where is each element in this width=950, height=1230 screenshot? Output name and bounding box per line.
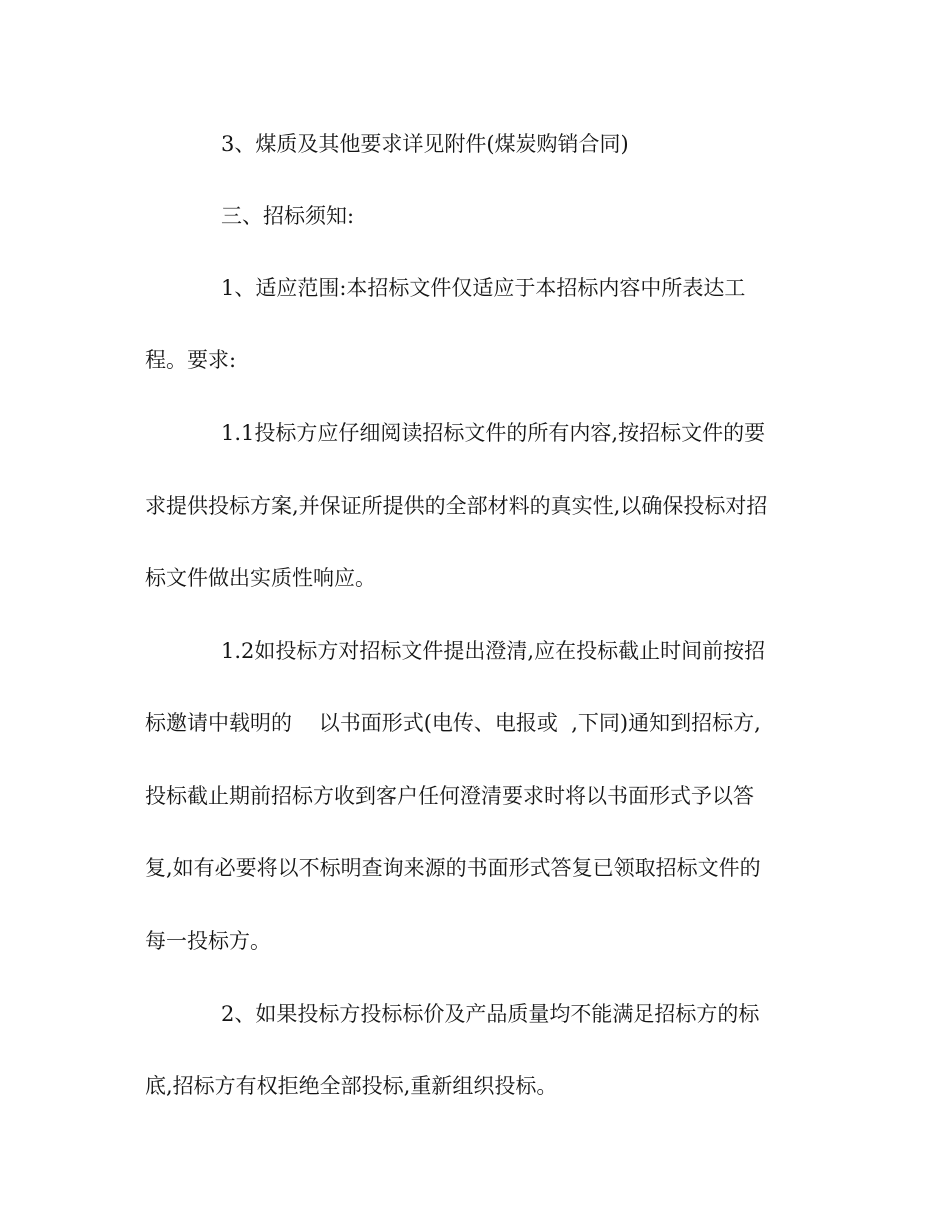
paragraph-line: 1.1投标方应仔细阅读招标文件的所有内容,按招标文件的要 [221, 421, 766, 445]
paragraph-line: 1.2如投标方对招标文件提出澄清,应在投标截止时间前按招 [221, 639, 766, 663]
paragraph-line: 3、煤质及其他要求详见附件(煤炭购销合同) [221, 132, 629, 156]
paragraph-line: 标邀请中载明的 以书面形式(电传、电报或 ,下同)通知到招标方, [145, 711, 761, 735]
paragraph-line: 投标截止期前招标方收到客户任何澄清要求时将以书面形式予以答 [145, 784, 754, 808]
paragraph-line: 标文件做出实质性响应。 [145, 566, 376, 590]
paragraph-line: 底,招标方有权拒绝全部投标,重新组织投标。 [145, 1074, 558, 1098]
paragraph-line: 2、如果投标方投标标价及产品质量均不能满足招标方的标 [221, 1002, 760, 1026]
section-heading: 三、招标须知: [221, 204, 355, 228]
paragraph-line: 程。要求: [145, 348, 237, 372]
paragraph-line: 每一投标方。 [145, 929, 271, 953]
paragraph-line: 求提供投标方案,并保证所提供的全部材料的真实性,以确保投标对招 [145, 494, 768, 518]
paragraph-line: 复,如有必要将以不标明查询来源的书面形式答复已领取招标文件的 [145, 856, 761, 880]
paragraph-line: 1、适应范围:本招标文件仅适应于本招标内容中所表达工 [221, 276, 746, 300]
